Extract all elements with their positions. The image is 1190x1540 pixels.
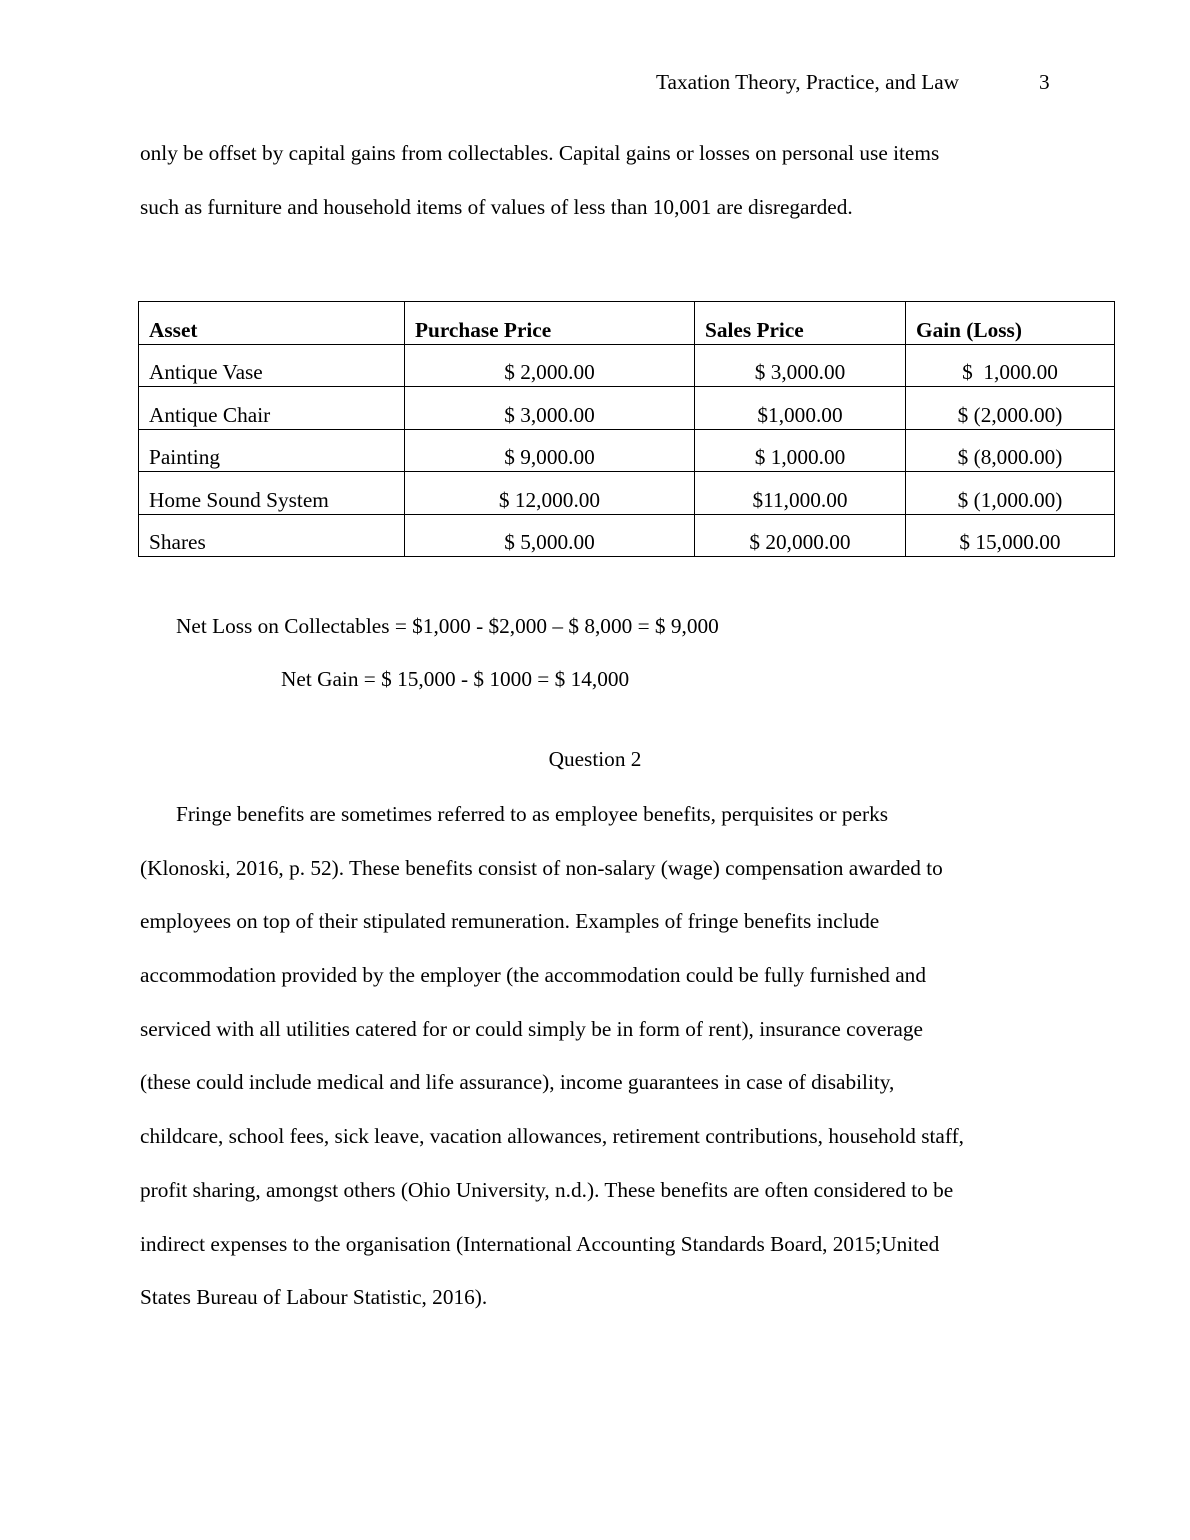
text-line: childcare, school fees, sick leave, vacation allowances, retirement contributions, household staff, [140,1124,964,1148]
cell-asset: Antique Vase [139,344,405,387]
table-row [139,387,1115,430]
cell-asset: Shares [139,514,405,557]
cell-sales-price: $1,000.00 [695,387,906,430]
cell-sales-price: $ 20,000.00 [695,514,906,557]
page-number: 3 [1039,70,1050,94]
cell-purchase-price: $ 3,000.00 [405,387,695,430]
table-row [139,429,1115,472]
cell-sales-price: $ 3,000.00 [695,344,906,387]
cell-gain-loss: $ (2,000.00) [906,387,1115,430]
running-header [656,70,1056,98]
text-line: employees on top of their stipulated remuneration. Examples of fringe benefits include [140,909,880,933]
text-line: Fringe benefits are sometimes referred to as employee benefits, perquisites or perks [176,802,889,826]
cell-sales-price: $11,000.00 [695,472,906,515]
running-title: Taxation Theory, Practice, and Law [656,70,960,94]
cell-asset: Antique Chair [139,387,405,430]
cell-asset: Painting [139,429,405,472]
cell-purchase-price: $ 12,000.00 [405,472,695,515]
text-line: profit sharing, amongst others (Ohio University, n.d.). These benefits are often considered to be [140,1178,954,1202]
column-header-asset: Asset [139,302,405,345]
cell-sales-price: $ 1,000.00 [695,429,906,472]
table-row [139,472,1115,515]
cell-gain-loss: $ 15,000.00 [906,514,1115,557]
text-line: (Klonoski, 2016, p. 52). These benefits consist of non-salary (wage) compensation awarded to [140,856,943,880]
cell-asset: Home Sound System [139,472,405,515]
cell-purchase-price: $ 2,000.00 [405,344,695,387]
net-gain-calculation: Net Gain = $ 15,000 - $ 1000 = $ 14,000 [281,667,630,691]
text-line: indirect expenses to the organisation (International Accounting Standards Board, 2015;United [140,1232,940,1256]
text-line: accommodation provided by the employer (the accommodation could be fully furnished and [140,963,926,987]
cell-purchase-price: $ 5,000.00 [405,514,695,557]
table-row [139,514,1115,557]
capital-gains-table [138,301,1115,557]
text-line: such as furniture and household items of values of less than 10,001 are disregarded. [140,195,853,219]
text-line: only be offset by capital gains from collectables. Capital gains or losses on personal use items [140,141,940,165]
cell-gain-loss: $ (8,000.00) [906,429,1115,472]
table-header-row [139,302,1115,345]
cell-gain-loss: $ 1,000.00 [906,344,1115,387]
text-line: (these could include medical and life assurance), income guarantees in case of disability, [140,1070,895,1094]
cell-purchase-price: $ 9,000.00 [405,429,695,472]
text-line: serviced with all utilities catered for or could simply be in form of rent), insurance coverage [140,1017,923,1041]
cell-gain-loss: $ (1,000.00) [906,472,1115,515]
column-header-sales-price: Sales Price [695,302,906,345]
section-heading: Question 2 [548,747,642,771]
column-header-gain-loss: Gain (Loss) [906,302,1115,345]
column-header-purchase-price: Purchase Price [405,302,695,345]
table-row [139,344,1115,387]
net-loss-calculation: Net Loss on Collectables = $1,000 - $2,000 – $ 8,000 = $ 9,000 [176,614,719,638]
text-line: States Bureau of Labour Statistic, 2016). [140,1285,488,1309]
